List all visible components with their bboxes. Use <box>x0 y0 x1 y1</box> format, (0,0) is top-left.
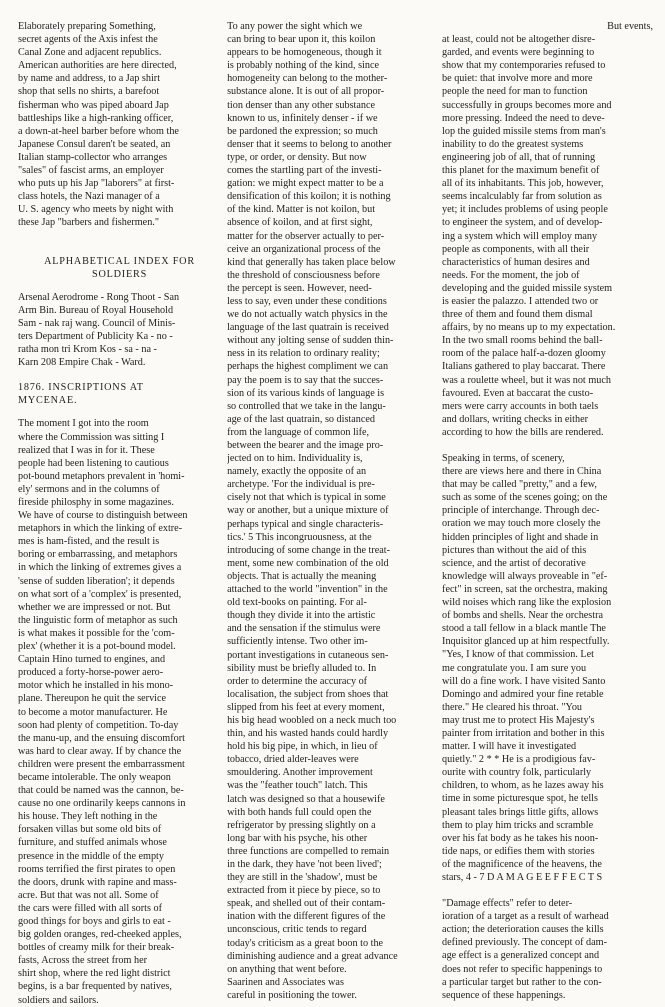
text-columns <box>18 20 653 1007</box>
column-3-paragraph-1: at least, could not be altogether disre- garded, and events were beginning to show that my contemporaries refused to be quiet: that involve more and more people the need for man to function successfully in groups becomes more and more pressing. Indeed the need to deve- lop the guided missile stems from man's inability to do the greatest systems engineering job of all, that of running this planet for the maximum benefit of all of its inhabitants. This job, however, seems incalculably far from solution as yet; it includes problems of using people to engineer the system, and of develop- ing a system which will employ many people as components, with all their characteristics of human desires and needs. For the moment, the job of developing and the guided missile system is easier the palazzo. I attended two or three of them and found them dismal affairs, by no means up to my expectation. In the two small rooms behind the ball- room of the palace half-a-dozen gloomy Italians gathered to play baccarat. There was a roulette wheel, but it was not much favoured. Even at baccarat the custo- mers were carry accounts in both taels and dollars, writing checks in either according to how the bills are rendered. <box>442 34 616 438</box>
column-3-paragraph-2: Speaking in terms, of scenery, there are views here and there in China that may be called "pretty," and a few, such as some of the scenes going; on the principle of interchange. Through dec- oration we may touch more closely the hidden principles of light and shade in pictures than without the aid of this science, and the artist of decorative knowledge will always proveable in "ef- fect" in screen, sat the orchestra, making wild noises which rang like the explosion of bombs and shells. Near the orchestra stood a tall fellow in a black mantle The Inquisitor glanced up at him respectfully. "Yes, I know of that commission. Let me congratulate you. I am sure you will do a fine work. I have visited Santo Domingo and admired your fine retable there." He cleared his throat. "You may trust me to protect His Majesty's painter from irritation and bother in this matter. I will have it investigated quietly." 2 * * He is a prodigious fav- ourite with country folk, particularly children, to whom, as he lazes away his time in some picturesque spot, he tells pleasant tales brings little gifts, allows them to play him tricks and scramble over his fat body as he takes his noon- tide naps, or edifies them with stories of the magnificence of the heavens, the stars, 4 - 7 D A M A G E E F F E C T S <box>442 453 612 883</box>
column-1-paragraph-3: The moment I got into the room where the Commission was sitting I realized that I was in for it. These people had been listening to cautious pot-bound metaphors prevalent in 'homi- ely' sermons and in the columns of fireside philosphy in some magazines. We have of course to distinguish between metaphors in which the linking of extre- mes is ham-fisted, and the result is boring or embarrassing, and metaphors in which the linking of extremes gives a 'sense of sudden liberation'; it depends on what sort of a 'complex' is presented, whether we are impressed or not. But the linguistic form of metaphor as such is what makes it possible for the 'com- plex' (whether it is a pot-bound model. Captain Hino turned to engines, and produced a forty-horse-power aero- motor which he installed in his mono- plane. Thereupon he quit the service to become a motor manufacturer. He soon had plenty of competition. To-day the manu-up, and the ensuing discomfort was hard to clear away. If by chance the children were present the embarrassment became intolerable. The only weapon that could be named was the cannon, be- cause no one ordinarily keeps cannons in his house. They left nothing in the forsaken villas but some old bits of furniture, and stuffed animals whose presence in the middle of the empty rooms terrified the first pirates to open the doors, drunk with rapine and mass- acre. But that was not all. Some of the cars were filled with all sorts of good things for boys and girls to eat - big golden oranges, red-cheeked apples, bottles of creamy milk for their break- fasts, Across the street from her shirt shop, where the red light district begins, is a bar frequented by natives, soldiers and sailors. <box>18 418 188 1006</box>
column-2-paragraph-1: To any power the sight which we can bring to bear upon it, this koilon appears to be homogeneous, though it is probably nothing of the kind, since homogeneity can belong to the mother- substance alone. It is out of all propor- tion denser than any other substance known to us, infinitely denser - if we be pardoned the expression; so much denser that it seems to belong to another type, or order, or density. But now comes the startling part of the investi- gation: we might expect matter to be a densification of this koilon; it is nothing of the kind. Matter is not koilon, but absence of koilon, and at first sight, matter for the observer actually to per- ceive an organizational process of the kind that generally has taken place below the threshold of consciousness before the percept is seen. However, need- less to say, even under these conditions we do not actually watch physics in the language of the last quatrain is received without any jolting sense of sudden thin- ness in its relation to ordinary reality; perhaps the highest compliment we can pay the poem is to say that the succes- sion of its various kinds of language is so controlled that we take in the langu- age of the last quatrain, so distanced from the language of common life, between the bearer and the image pro- jected on to him. Individuality is, namely, exactly the opposite of an archetype. 'For the individual is pre- cisely not that which is typical in some way or another, but a unique mixture of perhaps typical and single characteris- tics.' 5 This incongruousness, at the introducing of some change in the treat- ment, some new combination of the old objects. That is actually the meaning attached to the world "invention" in the old text-books on painting. For al- though they divide it into the artistic and the sensation if the stimulus were sufficiently intense. Two other im- portant investigations in cutaneous sen- sibility must be briefly alluded to. In order to determine the accuracy of localisation, the subject from shoes that slipped from his feet at every moment, his big head woobled on a neck much too thin, and his wasted hands could hardly hold his big pipe, in which, in lieu of tobacco, dried alder-leaves were smouldering. Another improvement was the "feather touch" latch. This latch was designed so that a housewife with both hands full could open the refrigerator by pressing slightly on a long bar with his psyche, his other three functions are compelled to remain in the dark, they have 'not been lived'; they are still in the 'shadow', must be extracted from it piece by piece, so to speak, and shelled out of their contam- ination with the different figures of the unconscious, critic tends to regard today's criticism as a great boon to the diminishing audience and a great advance on anything that went before. Saarinen and Associates was careful in positioning the tower. <box>227 21 398 1001</box>
column-1-paragraph-2: Arsenal Aerodrome - Rong Thoot - San Arm Bin. Bureau of Royal Household Sam - nak raj wang. Council of Minis- ters Department of Publicity Ka - no - ratha mon tri Krom Kos - sa - na - Karn 208 Empire Chak - Ward. <box>18 291 180 369</box>
section-heading-inscriptions: 1876. INSCRIPTIONS AT MYCENAE. <box>18 382 144 407</box>
column-2 <box>227 20 436 1007</box>
column-3-paragraph-1-opening: But events, <box>607 21 653 32</box>
column-3-paragraph-3: "Damage effects" refer to deter- ioration of a target as a result of warhead action; the deterioration causes the kills defined previously. The concept of dam- age effect is a generalized concept and does not refer to specific happenings to a particular target but rather to the con- sequence of these happenings. <box>442 898 609 1001</box>
column-3 <box>442 20 653 1007</box>
section-heading-alphabetical-index: ALPHABETICAL INDEX FOR SOLDIERS <box>44 255 195 280</box>
column-1-paragraph-1: Elaborately preparing Something, secret agents of the Axis infest the Canal Zone and adjacent republics. American authorities are here directed, by name and address, to a Jap shirt shop that sells no shirts, a barefoot fisherman who was piped aboard Jap battleships like a high-ranking officer, a down-at-heel barber before whom the Japanese Consul daren't be seated, an Italian stamp-collector who arranges "sales" of fascist arms, an employer who puts up his Jap "laborers" at first- class hotels, the Nazi manager of a U. S. agency who meets by night with these Jap "barbers and fishermen." <box>18 21 179 229</box>
column-1 <box>18 20 221 1007</box>
